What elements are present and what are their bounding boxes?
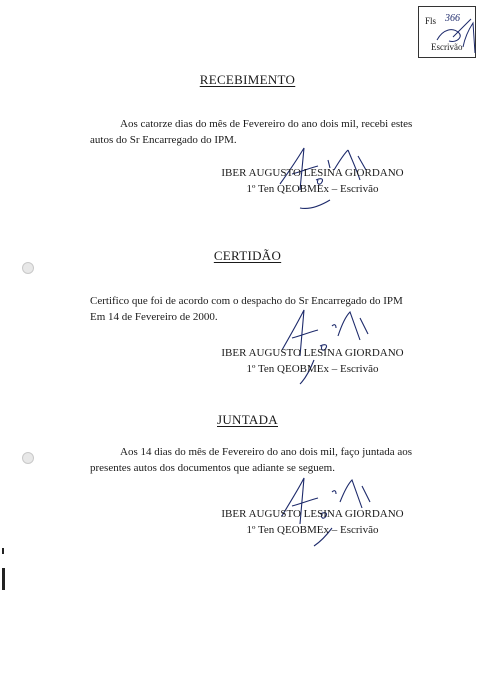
sheet-stamp (418, 6, 476, 58)
body-line: autos do Sr Encarregado do IPM. (90, 134, 237, 146)
signer-title: 1º Ten QEOBMEx – Escrivão (246, 363, 379, 375)
signer-title: 1º Ten QEOBMEx – Escrivão (246, 183, 379, 195)
body-line: Certifico que foi de acordo com o despacho do Sr Encarregado do IPM (90, 295, 403, 307)
signature-block-juntada (200, 506, 425, 538)
section-heading-recebimento: RECEBIMENTO (199, 72, 296, 87)
stamp-signature (419, 7, 477, 67)
signer-name: IBER AUGUSTO LESINA GIORDANO (221, 167, 404, 179)
signature-block-certidao (200, 345, 425, 377)
body-line: Em 14 de Fevereiro de 2000. (90, 311, 218, 323)
stamp-role-label: Escrivão (431, 42, 463, 52)
signer-title: 1º Ten QEOBMEx – Escrivão (246, 524, 379, 536)
signer-name: IBER AUGUSTO LESINA GIORDANO (221, 508, 404, 520)
signer-name: IBER AUGUSTO LESINA GIORDANO (221, 347, 404, 359)
body-line: Aos 14 dias do mês de Fevereiro do ano dois mil, faço juntada aos (120, 446, 413, 458)
stamp-fls-label: Fls (425, 16, 437, 26)
signature-block-recebimento (200, 165, 425, 197)
body-line: Aos catorze dias do mês de Fevereiro do ano dois mil, recebi estes (120, 118, 413, 130)
scan-mark (2, 548, 4, 554)
section-heading-juntada: JUNTADA (217, 412, 278, 427)
scan-mark (2, 568, 5, 590)
section-heading-certidao: CERTIDÃO (213, 248, 282, 263)
stamp-sheet-number: 366 (445, 13, 460, 24)
punch-hole-lower (22, 452, 34, 464)
body-line: presentes autos dos documentos que adiante se seguem. (90, 462, 335, 474)
